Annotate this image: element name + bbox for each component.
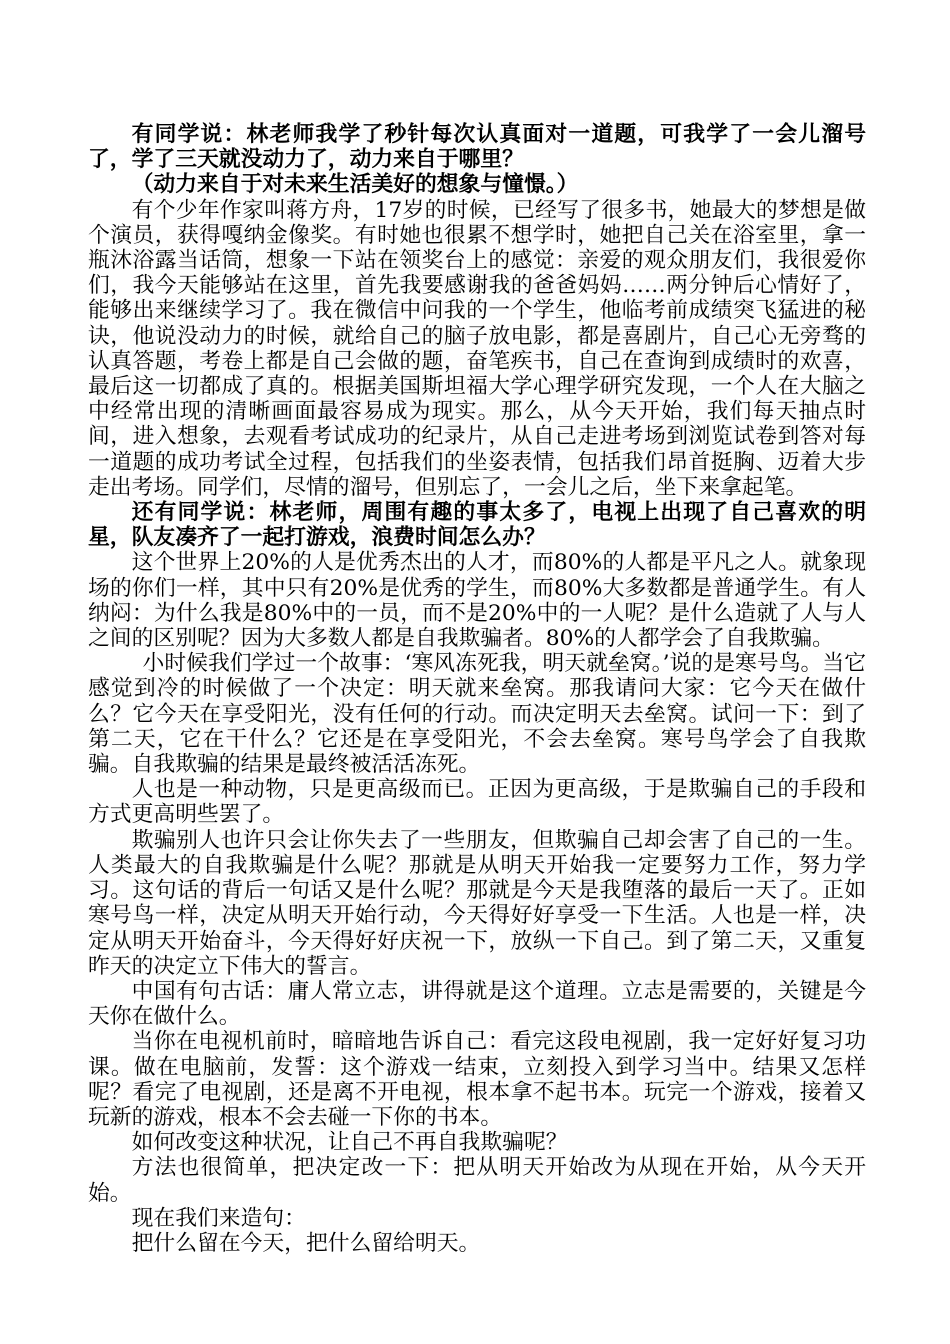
paragraph-question-motivation: 有同学说：林老师我学了秒针每次认真面对一道题，可我学了一会儿溜号了，学了三天就没动力了，动力来自于哪里？ bbox=[88, 122, 866, 173]
document-body bbox=[88, 122, 866, 1256]
paragraph-twenty-eighty: 这个世界上20%的人是优秀杰出的人才，而80%的人都是平凡之人。就象现场的你们一样，其中只有20%是优秀的学生，而80%大多数都是普通学生。有人纳闷：为什么我是80%中的一员，而不是20%中的一人呢？是什么造就了人与人之间的区别呢？因为大多数人都是自我欺骗者。80%的人都学会了自我欺骗。 bbox=[88, 550, 866, 652]
paragraph-method: 方法也很简单，把决定改一下：把从明天开始改为从现在开始，从今天开始。 bbox=[88, 1155, 866, 1206]
paragraph-answer-motivation: （动力来自于对未来生活美好的想象与憧憬。） bbox=[131, 172, 579, 198]
paragraph-tv-computer: 当你在电视机前时，暗暗地告诉自己：看完这段电视剧，我一定好好复习功课。做在电脑前，发誓：这个游戏一结束，立刻投入到学习当中。结果又怎样呢？看完了电视剧，还是离不开电视，根本拿不起书本。玩完一个游戏，接着又玩新的游戏，根本不会去碰一下你的书本。 bbox=[88, 1029, 866, 1130]
paragraph-jiang-fangzhou-story: 有个少年作家叫蒋方舟，17岁的时候，已经写了很多书，她最大的梦想是做个演员，获得嘎纳金像奖。有时她也很累不想学时，她把自己关在浴室里，拿一瓶沐浴露当话筒，想象一下站在领奖台上的感觉：亲爱的观众朋友们，我很爱你们，我今天能够站在这里，首先我要感谢我的爸爸妈妈……两分钟后心情好了，能够出来继续学习了。我在微信中问我的一个学生，他临考前成绩突飞猛进的秘诀，他说没动力的时候，就给自己的脑子放电影，都是喜剧片，自己心无旁骛的认真答题，考卷上都是自己会做的题，奋笔疾书，自己在查询到成绩时的欢喜，最后这一切都成了真的。根据美国斯坦福大学心理学研究发现，一个人在大脑之中经常出现的清晰画面最容易成为现实。那么，从今天开始，我们每天抽点时间，进入想象，去观看考试成功的纪录片，从自己走进考场到浏览试卷到答对每一道题的成功考试全过程，包括我们的坐姿表情，包括我们昂首挺胸、迈着大步走出考场。同学们，尽情的溜号，但别忘了，一会儿之后，坐下来拿起笔。 bbox=[88, 197, 866, 500]
paragraph-humans-animals: 人也是一种动物，只是更高级而已。正因为更高级，于是欺骗自己的手段和方式更高明些罢了。 bbox=[88, 777, 866, 828]
paragraph-make-sentence: 现在我们来造句： bbox=[131, 1205, 306, 1231]
paragraph-today-tomorrow: 把什么留在今天，把什么留给明天。 bbox=[131, 1230, 481, 1256]
paragraph-chinese-saying: 中国有句古话：庸人常立志，讲得就是这个道理。立志是需要的，关键是今天你在做什么。 bbox=[88, 978, 866, 1030]
paragraph-how-to-change: 如何改变这种状况，让自己不再自我欺骗呢？ bbox=[131, 1130, 568, 1156]
paragraph-hanhao-bird: 小时候我们学过一个故事：‘寒风冻死我，明天就垒窝。’说的是寒号鸟。当它感觉到冷的时候做了一个决定：明天就来垒窝。那我请问大家：它今天在做什么？它今天在享受阳光，没有任何的行动。而决定明天去垒窝。试问一下：到了第二天，它在干什么？它还是在享受阳光，不会去垒窝。寒号鸟学会了自我欺骗。自我欺骗的结果是最终被活活冻死。 bbox=[88, 651, 866, 778]
paragraph-self-deception: 欺骗别人也许只会让你失去了一些朋友，但欺骗自己却会害了自己的一生。人类最大的自我欺骗是什么呢？那就是从明天开始我一定要努力工作，努力学习。这句话的背后一句话又是什么呢？那就是今天是我堕落的最后一天了。正如寒号鸟一样，决定从明天开始行动，今天得好好享受一下生活。人也是一样，决定从明天开始奋斗，今天得好好庆祝一下，放纵一下自己。到了第二天，又重复昨天的决定立下伟大的誓言。 bbox=[88, 827, 866, 979]
paragraph-question-distraction: 还有同学说：林老师，周围有趣的事太多了，电视上出现了自己喜欢的明星，队友凑齐了一起打游戏，浪费时间怎么办？ bbox=[88, 500, 866, 551]
